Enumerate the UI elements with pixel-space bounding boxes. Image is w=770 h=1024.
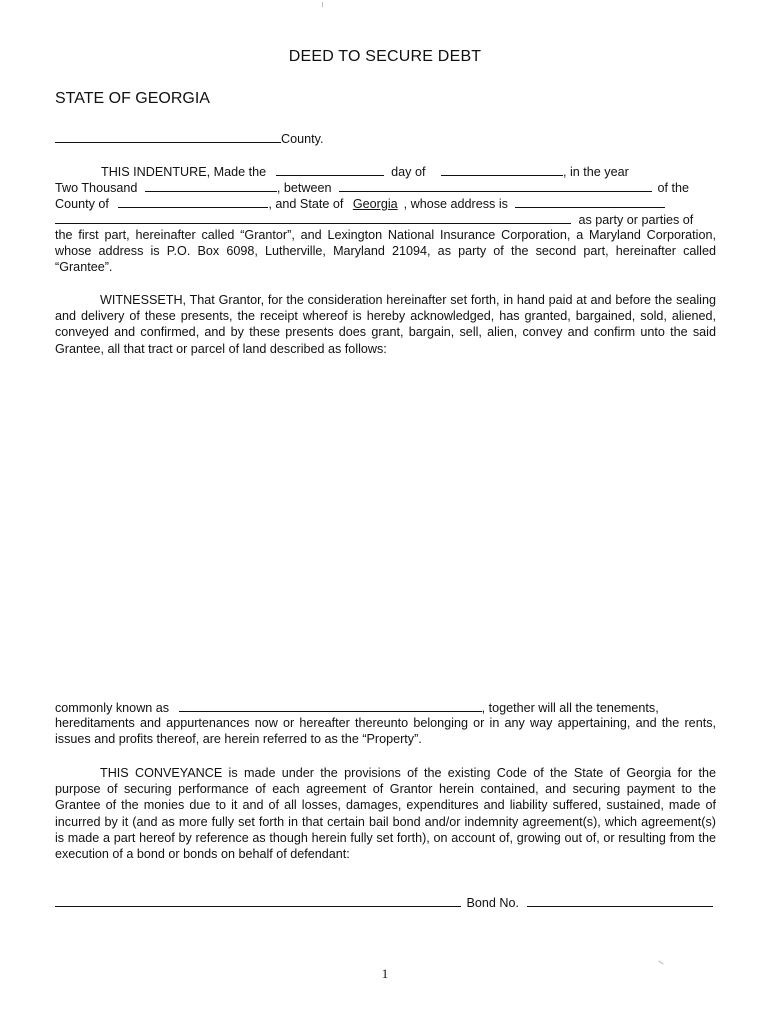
indenture-line-2 — [55, 179, 689, 196]
indenture-line-3 — [55, 195, 665, 212]
commonly-known-line — [55, 699, 659, 716]
as-party-label: as party or parties of — [578, 213, 694, 227]
witnesseth-text: WITNESSETH, That Grantor, for the consideration hereinafter set forth, in hand paid at and before the sealing and delivery of these presents, the receipt whereof is hereby acknowledged, has granted, bargained, sold, aliened, conveyed and confirmed, and by these presents does grant, bargain, sell, alien, convey and confirm unto the said Grantee, all that tract or parcel of land described as follows: — [55, 293, 716, 356]
conveyance-paragraph — [55, 765, 716, 862]
county-name-field[interactable] — [55, 130, 281, 143]
two-thousand-label: Two Thousand — [55, 181, 138, 195]
legal-description-area[interactable] — [55, 370, 716, 690]
indenture-line-4 — [55, 211, 693, 228]
bond-number-field[interactable] — [527, 894, 713, 907]
scan-speck — [322, 2, 323, 7]
year-field[interactable] — [145, 179, 277, 192]
defendant-name-field[interactable] — [55, 894, 461, 907]
county-of-label: County of — [55, 197, 109, 211]
bond-line — [55, 894, 713, 911]
county-line — [55, 130, 323, 147]
state-heading: STATE OF GEORGIA — [55, 90, 210, 107]
county-label: County. — [281, 132, 324, 146]
address-field-2[interactable] — [55, 211, 571, 224]
witnesseth-paragraph — [55, 292, 716, 357]
page-number: 1 — [381, 966, 389, 981]
between-label: , between — [276, 181, 332, 195]
indenture-paragraph: the first part, hereinafter called “Grantor”, and Lexington National Insurance Corporation, a Maryland Corporation, whose address is P.O. Box 6098, Lutherville, Maryland 21094, as party of the second part, hereinafter called “Grantee”. — [55, 228, 716, 275]
of-the-label: of the — [657, 181, 690, 195]
property-paragraph: hereditaments and appurtenances now or hereafter thereunto belonging or in any way appertaining, and the rents, issues and profits thereof, are herein referred to as the “Property”. — [55, 716, 716, 747]
conveyance-text: THIS CONVEYANCE is made under the provisions of the existing Code of the State of Georgia for the purpose of securing performance of each agreement of Grantor herein contained, and securing payment to the Grantee of the monies due to it and of all losses, damages, expenditures and liability suffered, sustained, made of incurred by it (and as more fully set forth in that certain bail bond and/or indemnity agreement(s), which agreement(s) is made a part hereof by reference as though herein fully set forth), on account of, growing out of, or resulting from the execution of a bond or bonds on behalf of defendant: — [55, 766, 716, 862]
address-field-1[interactable] — [515, 195, 665, 208]
commonly-known-label: commonly known as — [55, 701, 170, 715]
document-title: DEED TO SECURE DEBT — [288, 48, 482, 65]
bond-no-label: Bond No. — [466, 896, 520, 910]
day-of-label: day of — [391, 165, 426, 179]
grantor-county-field[interactable] — [118, 195, 268, 208]
and-state-of-label: , and State of — [268, 197, 344, 211]
in-the-year-label: , in the year — [562, 165, 629, 179]
scan-speck — [658, 960, 663, 964]
property-address-field[interactable] — [179, 699, 482, 712]
day-field[interactable] — [276, 163, 384, 176]
indenture-line-1 — [101, 163, 629, 180]
together-label: , together will all the tenements, — [481, 701, 659, 715]
whose-address-label: , whose address is — [403, 197, 508, 211]
made-the-label: THIS INDENTURE, Made the — [101, 165, 267, 179]
month-field[interactable] — [441, 163, 563, 176]
state-value: Georgia — [352, 197, 398, 211]
grantor-name-field[interactable] — [339, 179, 652, 192]
